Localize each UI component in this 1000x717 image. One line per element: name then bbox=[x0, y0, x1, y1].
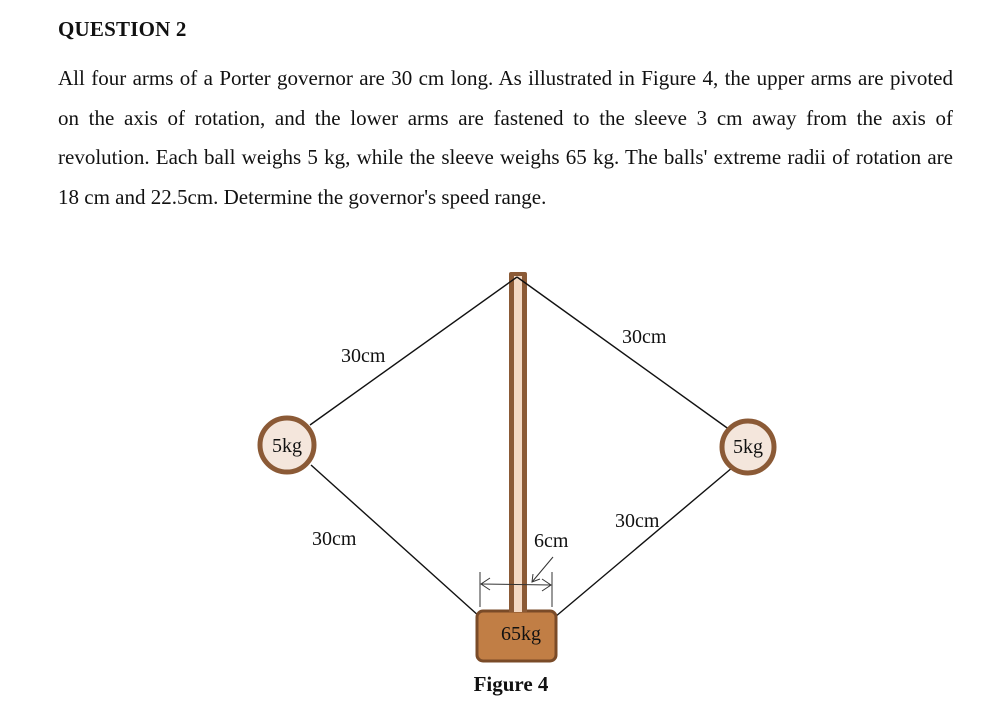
left-ball-label: 5kg bbox=[272, 435, 302, 457]
spindle bbox=[509, 272, 527, 617]
sleeve-label: 65kg bbox=[501, 623, 541, 645]
lower-right-arm-label: 30cm bbox=[615, 510, 660, 532]
sleeve bbox=[477, 600, 556, 661]
lower-right-arm bbox=[555, 467, 733, 617]
right-ball bbox=[722, 421, 774, 473]
question-heading: QUESTION 2 bbox=[58, 17, 187, 41]
left-ball bbox=[260, 418, 314, 472]
upper-right-arm bbox=[517, 277, 730, 430]
figure-caption: Figure 4 bbox=[473, 672, 549, 696]
question-text: All four arms of a Porter governor are 30 cm long. As illustrated in Figure 4, the upper arms are pivoted on the axis of rotation, and the lower arms are fastened to the sleeve 3 cm away from the axis of revolution. Each ball weighs 5 kg, while the sleeve weighs 65 kg. The balls' extreme radii of rotation are 18 cm and 22.5cm. Determine the governor's speed range. bbox=[58, 66, 953, 209]
right-ball-label: 5kg bbox=[733, 436, 763, 458]
sleeve-width-label: 6cm bbox=[534, 530, 569, 552]
upper-left-arm-label: 30cm bbox=[341, 345, 386, 367]
lower-left-arm-label: 30cm bbox=[312, 528, 357, 550]
upper-right-arm-label: 30cm bbox=[622, 326, 667, 348]
